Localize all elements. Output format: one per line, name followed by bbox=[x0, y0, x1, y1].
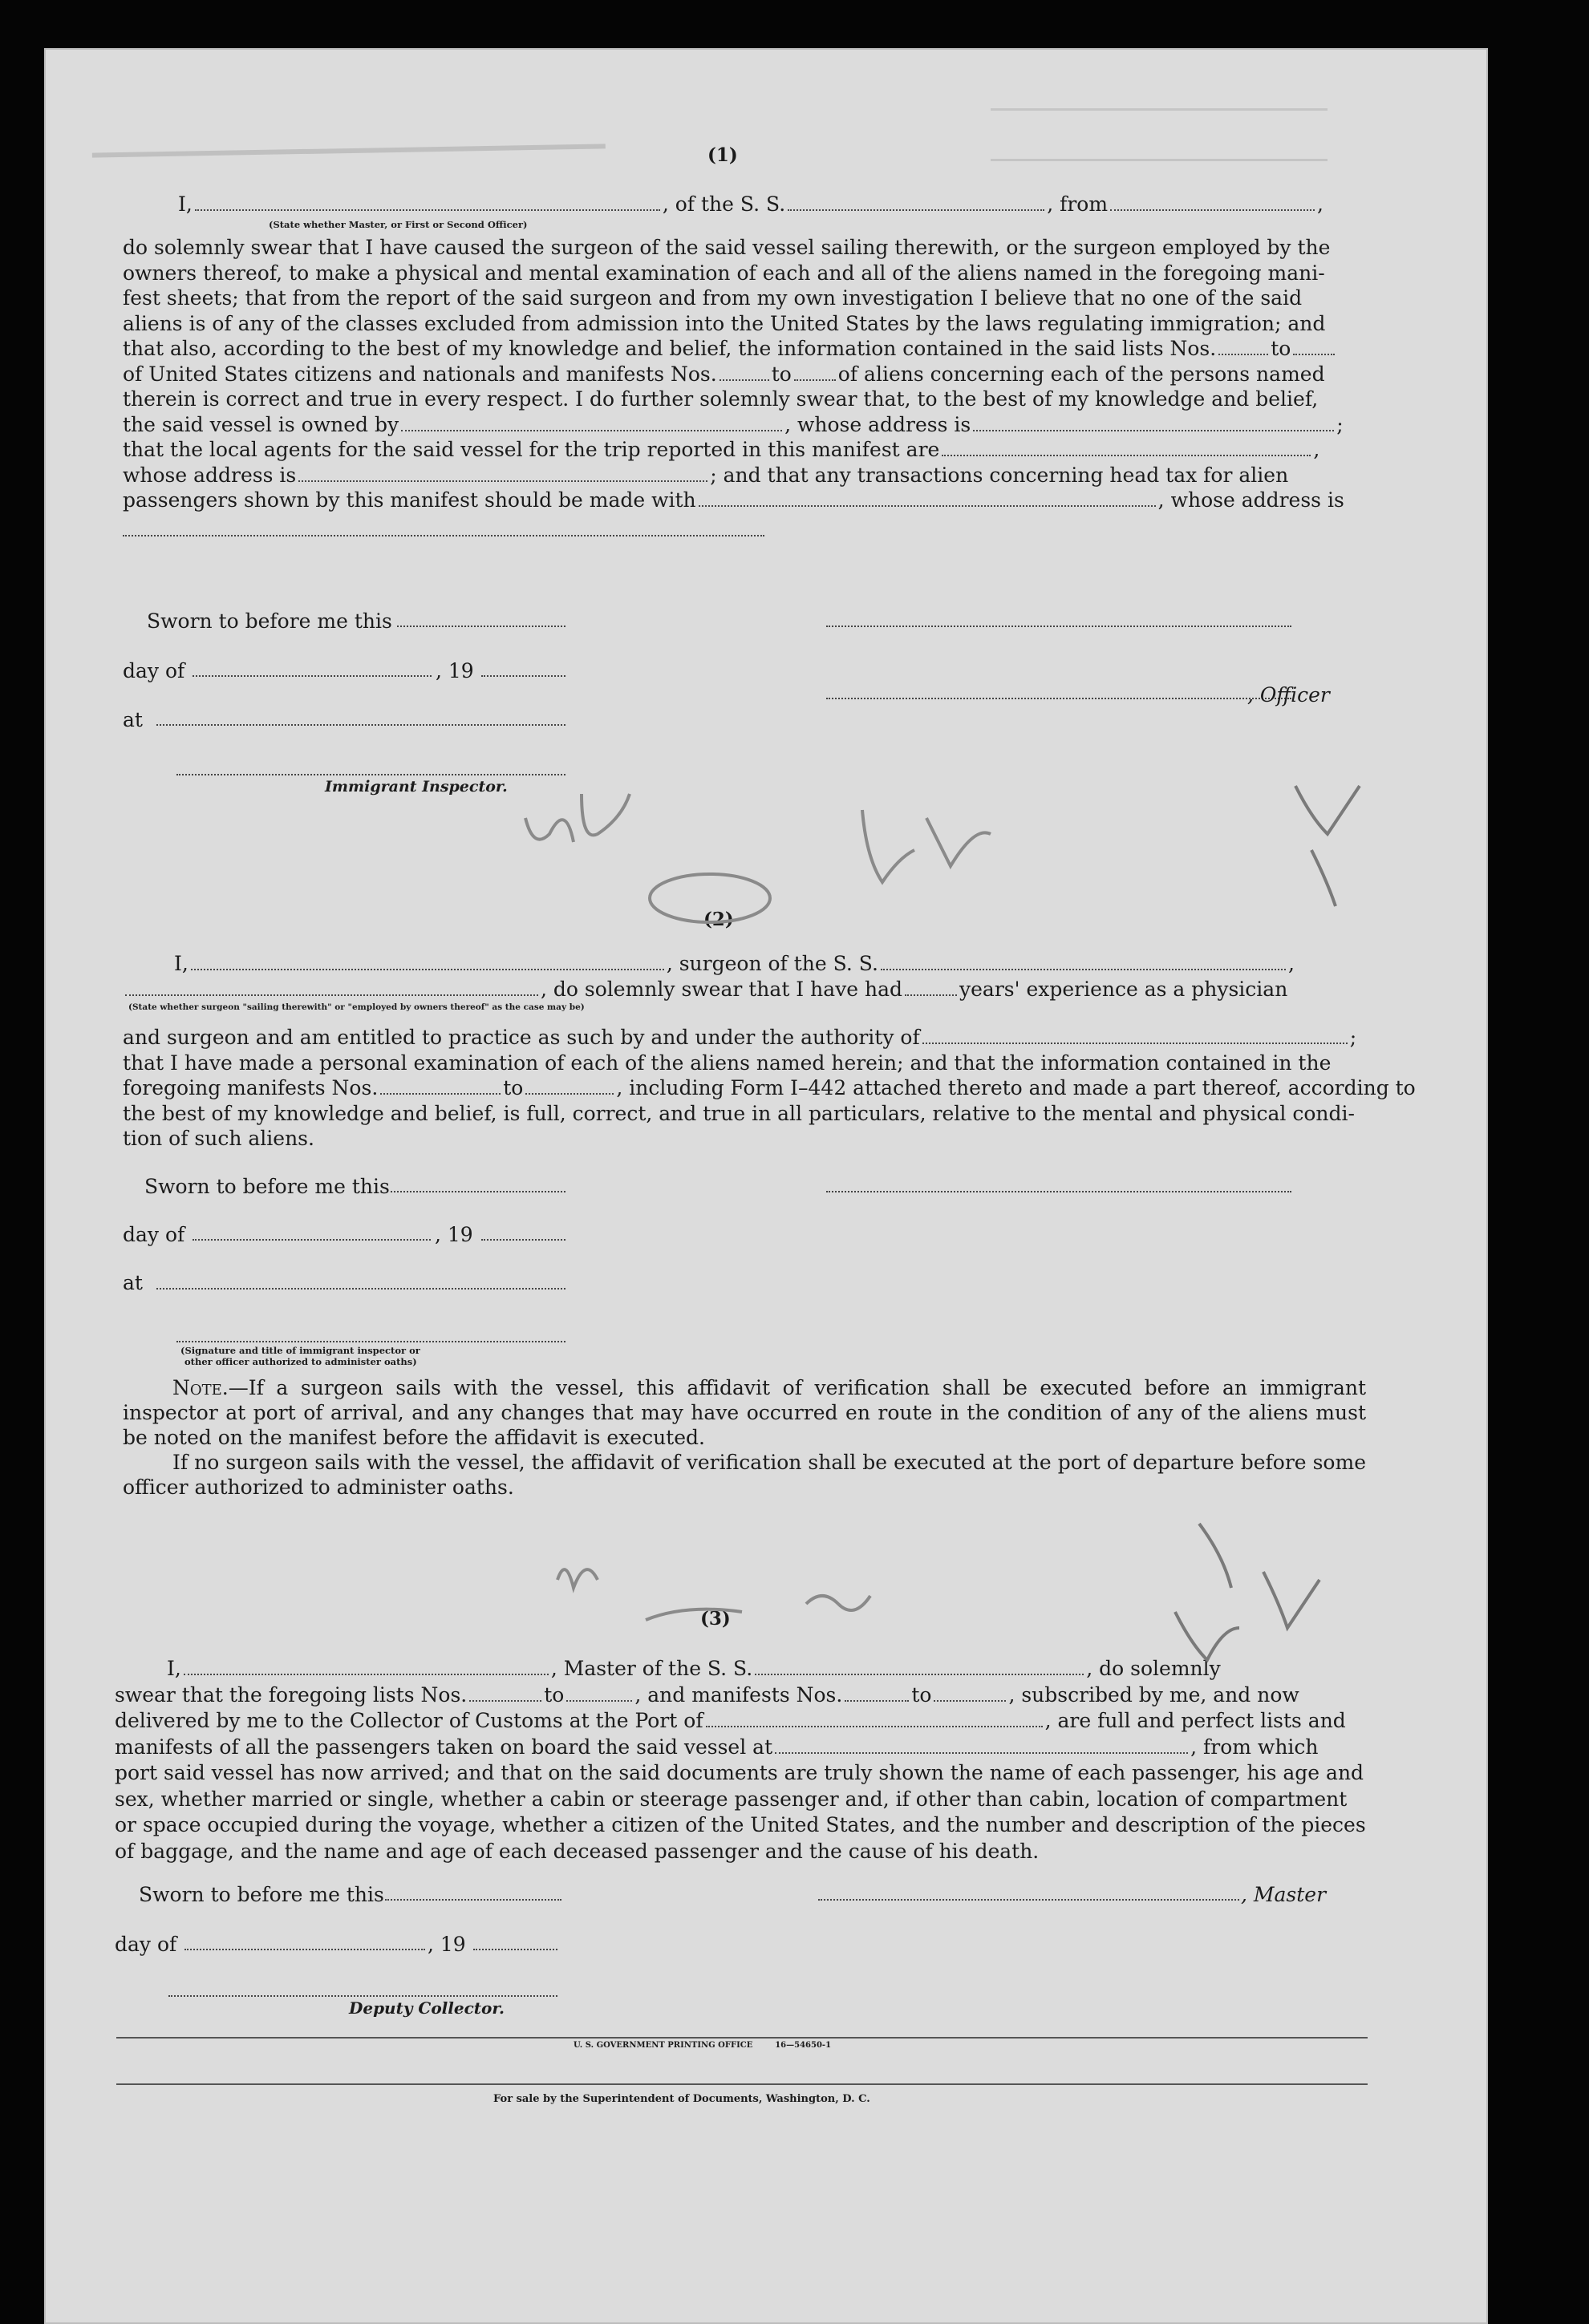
inspector-signature-line[interactable] bbox=[176, 774, 565, 775]
officer-caption: (State whether Master, or First or Second Officer) bbox=[269, 219, 528, 230]
master-lists-from-field[interactable] bbox=[469, 1689, 541, 1702]
sworn-day-field-3[interactable] bbox=[385, 1899, 561, 1901]
master-name-field[interactable] bbox=[184, 1662, 549, 1675]
footer-divider bbox=[116, 2037, 1368, 2039]
surgeon-status-field[interactable] bbox=[125, 983, 538, 996]
at-place-field-1[interactable] bbox=[156, 724, 565, 726]
manifests-nos-from-field[interactable] bbox=[720, 368, 769, 381]
vessel-name-field[interactable] bbox=[788, 198, 1044, 211]
day-of-month-field-1[interactable] bbox=[193, 675, 432, 677]
surgeon-manifests-from-field[interactable] bbox=[380, 1082, 501, 1095]
day-of-label-3: day of bbox=[115, 1933, 177, 1956]
year-field-1[interactable] bbox=[481, 675, 565, 677]
for-sale-notice: For sale by the Superintendent of Documents, Washington, D. C. bbox=[493, 2093, 870, 2105]
officer-label: , Officer bbox=[1247, 683, 1330, 707]
lists-nos-from-field[interactable] bbox=[1218, 342, 1268, 355]
officer-signature-top-line[interactable] bbox=[826, 626, 1291, 627]
at-label-1: at bbox=[123, 708, 143, 731]
section-3-oath-text: I, , Master of the S. S. , do solemnly swear that the foregoing lists Nos. to , and manifests Nos. to , subscribed by me, and now delivered by me to the Collector of Customs at the Port of , are full and perfect lists and manifests of all the passengers taken on board the said vessel at , from which port said vessel has now arrived; and that on the said documents are truly shown the name of each passenger, his age and sex, whether married or single, whether a cabin or steerage passenger and, if other than cabin, location of compartment or space occupied during the voyage, whether a citizen of the United States, and the number and description of the pieces of baggage, and the name and age of each deceased passenger and the cause of his death. bbox=[115, 1657, 1366, 1863]
section-1-first-line: I, , of the S. S. , from , bbox=[178, 192, 1323, 216]
from-port-field[interactable] bbox=[1110, 198, 1315, 211]
sworn-label-2: Sworn to before me this bbox=[144, 1175, 390, 1198]
at-label-2: at bbox=[123, 1271, 143, 1294]
year-label-1: , 19 bbox=[436, 659, 474, 682]
signature-caption-line-2: other officer authorized to administer oaths) bbox=[184, 1356, 417, 1367]
years-experience-field[interactable] bbox=[905, 983, 957, 996]
section-1-oath-text: do solemnly swear that I have caused the surgeon of the said vessel sailing therewith, or the surgeon employed by the owners thereof, to make a physical and mental examination of each and all of the aliens named in the foregoing mani- fest sheets; that from the report of the said surgeon and from my own investigation I believe that no one of the said aliens is of any of the classes excluded from admission into the United States by the laws regulating immigration; and that also, according to the best of my knowledge and belief, the information contained in the said lists Nos. to of United States citizens and nationals and manifests Nos. to of aliens concerning each of the persons named therein is correct and true in every respect. I do further solemnly swear that, to the best of my knowledge and belief, the said vessel is owned by , whose address is ; that the local agents for the said vessel for the trip reported in this manifest are , whose address is ; and that any transactions concerning head tax for alien passengers shown by this manifest should be made with , whose address is bbox=[123, 236, 1344, 512]
section-3-number: (3) bbox=[700, 1608, 731, 1630]
surgeon-manifests-to-field[interactable] bbox=[525, 1082, 614, 1095]
signature-caption-line-1: (Signature and title of immigrant inspector or bbox=[180, 1345, 420, 1356]
section-1-number: (1) bbox=[707, 144, 738, 166]
day-of-month-field-3[interactable] bbox=[184, 1949, 425, 1950]
year-field-2[interactable] bbox=[481, 1239, 565, 1241]
head-tax-contact-field[interactable] bbox=[699, 494, 1156, 507]
note-paragraph-2: If no surgeon sails with the vessel, the affidavit of verification shall be executed at the port of departure before some officer authorized to administer oaths. bbox=[123, 1451, 1366, 1499]
sworn-day-field-1[interactable] bbox=[397, 626, 565, 627]
bleed-through-shadow bbox=[92, 144, 606, 173]
practice-authority-field[interactable] bbox=[922, 1031, 1348, 1044]
section-2-oath-text: and surgeon and am entitled to practice as such by and under the authority of ; that I have made a personal examination of each of the aliens named herein; and that the information contained in the foregoing manifests Nos. to , including Form I–442 attached thereto and made a part thereof, according to the best of my knowledge and belief, is full, correct, and true in all particulars, relative to the mental and physical condi- tion of such aliens. bbox=[123, 1026, 1416, 1150]
section-2-number: (2) bbox=[703, 909, 734, 930]
handwritten-annotation bbox=[541, 1492, 1384, 1764]
sworn-officer-signature-line[interactable] bbox=[176, 1341, 565, 1342]
officer-signature-line[interactable] bbox=[826, 698, 1291, 699]
note-paragraph-1: Note.—If a surgeon sails with the vessel, this affidavit of verification shall be executed before an immigrant inspector at port of arrival, and any changes that may have occurred en route in the condition of any of the aliens must be noted on the manifest before the affidavit is executed. bbox=[123, 1376, 1366, 1449]
at-place-field-2[interactable] bbox=[156, 1288, 565, 1290]
year-field-3[interactable] bbox=[473, 1949, 557, 1950]
deputy-signature-line[interactable] bbox=[168, 1995, 557, 1997]
manifests-nos-to-field[interactable] bbox=[794, 368, 836, 381]
section-2-first-line: I, , surgeon of the S. S. , bbox=[174, 952, 1295, 975]
surgeon-signature-line[interactable] bbox=[826, 1191, 1291, 1192]
year-label-3: , 19 bbox=[428, 1933, 466, 1956]
deputy-collector-label: Deputy Collector. bbox=[349, 1998, 505, 2018]
sworn-label-3: Sworn to before me this bbox=[139, 1883, 384, 1906]
officer-name-field[interactable] bbox=[195, 198, 660, 211]
local-agents-field[interactable] bbox=[942, 443, 1311, 456]
owner-address-field[interactable] bbox=[973, 419, 1334, 431]
address-continuation-line[interactable] bbox=[123, 535, 764, 536]
inspector-label: Immigrant Inspector. bbox=[325, 778, 508, 796]
master-label: , Master bbox=[1241, 1883, 1327, 1906]
year-label-2: , 19 bbox=[435, 1223, 473, 1246]
agents-address-field[interactable] bbox=[298, 469, 707, 482]
sworn-day-field-2[interactable] bbox=[391, 1191, 565, 1192]
form-page bbox=[44, 48, 1488, 2324]
handwritten-annotation bbox=[509, 770, 1392, 978]
master-signature-line[interactable] bbox=[818, 1899, 1239, 1901]
day-of-month-field-2[interactable] bbox=[193, 1239, 431, 1241]
day-of-label-2: day of bbox=[123, 1223, 185, 1246]
day-of-label-1: day of bbox=[123, 659, 185, 682]
lists-nos-to-field[interactable] bbox=[1293, 342, 1335, 355]
bleed-through-shadow bbox=[991, 108, 1328, 161]
owner-field[interactable] bbox=[401, 419, 782, 431]
surgeon-status-caption: (State whether surgeon "sailing therewith" or "employed by owners thereof" as the case may be) bbox=[128, 1002, 585, 1012]
sworn-label-1: Sworn to before me this bbox=[147, 609, 392, 633]
section-2-second-line: , do solemnly swear that I have had years' experience as a physician bbox=[123, 978, 1287, 1001]
footer-divider-bottom bbox=[116, 2083, 1368, 2085]
printing-office-line: U. S. GOVERNMENT PRINTING OFFICE 16—54650-1 bbox=[574, 2041, 832, 2050]
